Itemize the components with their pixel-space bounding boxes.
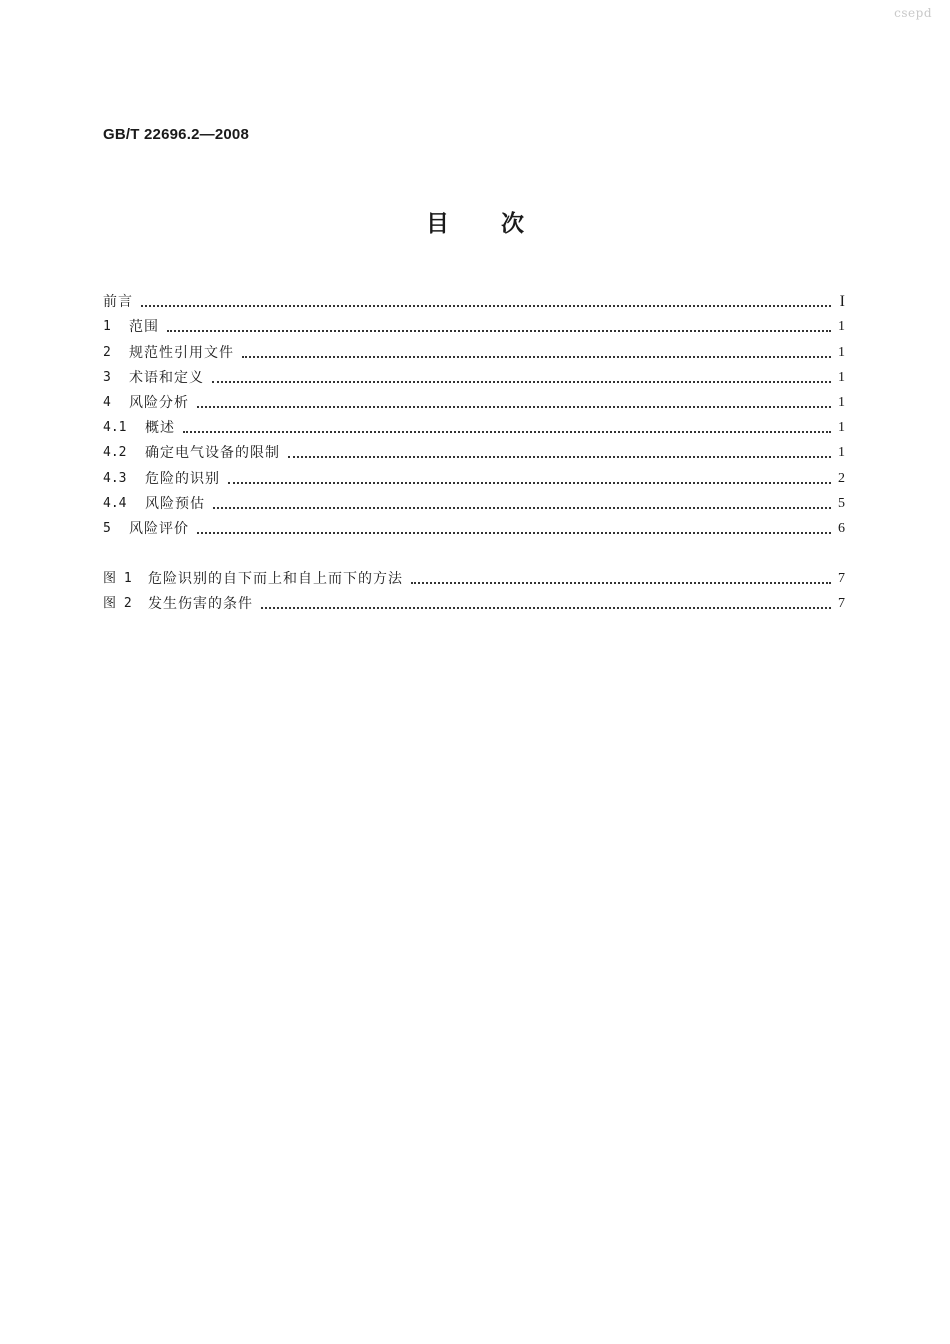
dot-leader: [411, 582, 831, 584]
toc-entry-label: 概述: [145, 420, 175, 437]
toc-entry-4[interactable]: [103, 387, 845, 412]
title-char-2: 次: [501, 211, 524, 237]
toc-entry-label: 风险分析: [129, 394, 189, 411]
toc-entry-3[interactable]: [103, 362, 845, 387]
dot-leader: [288, 456, 831, 458]
dot-leader: [242, 356, 831, 358]
toc-entry-number: 4: [103, 394, 111, 410]
toc-entry-number: 4.2: [103, 445, 127, 461]
title-char-1: 目: [426, 211, 449, 237]
toc-entry-number: 4.1: [103, 420, 127, 436]
toc-entry-4-4[interactable]: [103, 488, 845, 513]
toc-entry-page: I: [839, 293, 845, 311]
toc-entry-4-1[interactable]: [103, 412, 845, 437]
toc-entry-label: 术语和定义: [129, 369, 204, 386]
toc-entry-number: 2: [103, 344, 111, 360]
toc-entry-page: 1: [838, 369, 845, 385]
dot-leader: [213, 507, 831, 509]
toc-entry-label: 危险的识别: [145, 470, 220, 487]
toc-entry-label: 范围: [129, 319, 159, 336]
page-title: [0, 205, 950, 238]
toc-entry-page: 1: [838, 344, 845, 360]
toc-entry-page: 1: [838, 319, 845, 335]
toc-entry-4-3[interactable]: [103, 462, 845, 487]
toc-entry-number: 3: [103, 369, 111, 385]
toc-entry-1[interactable]: [103, 311, 845, 336]
toc-entry-4-2[interactable]: [103, 437, 845, 462]
toc-entry-label: 规范性引用文件: [129, 344, 234, 361]
table-of-contents: [103, 286, 845, 613]
figure-label: 发生伤害的条件: [148, 596, 253, 613]
dot-leader: [141, 305, 831, 307]
dot-leader: [183, 431, 831, 433]
toc-entry-number: 4.4: [103, 495, 127, 511]
toc-entry-page: 1: [838, 420, 845, 436]
dot-leader: [228, 482, 831, 484]
figure-page: 7: [838, 571, 845, 587]
toc-entry-number: 1: [103, 319, 111, 335]
dot-leader: [261, 607, 831, 609]
toc-entry-2[interactable]: [103, 336, 845, 361]
section-gap: [103, 538, 845, 563]
toc-entry-label: 风险评价: [129, 520, 189, 537]
toc-entry-number: 4.3: [103, 470, 127, 486]
toc-entry-page: 2: [838, 470, 845, 486]
dot-leader: [167, 330, 831, 332]
dot-leader: [197, 532, 831, 534]
toc-entry-number: 5: [103, 520, 111, 536]
toc-entry-page: 1: [838, 394, 845, 410]
toc-entry-page: 5: [838, 495, 845, 511]
toc-entry-label: 前言: [103, 294, 133, 311]
figure-number: 图 1: [103, 571, 132, 587]
figure-number: 图 2: [103, 596, 132, 612]
toc-entry-page: 1: [838, 445, 845, 461]
figure-entry-1[interactable]: [103, 563, 845, 588]
figure-page: 7: [838, 596, 845, 612]
toc-entry-page: 6: [838, 520, 845, 536]
toc-entry-foreword[interactable]: [103, 286, 845, 311]
figure-label: 危险识别的自下而上和自上而下的方法: [148, 571, 403, 588]
toc-entry-label: 风险预估: [145, 495, 205, 512]
standard-code: GB/T 22696.2—2008: [103, 126, 249, 143]
figure-entry-2[interactable]: [103, 588, 845, 613]
dot-leader: [212, 381, 831, 383]
dot-leader: [197, 406, 831, 408]
toc-entry-5[interactable]: [103, 513, 845, 538]
watermark: csepd: [894, 6, 932, 20]
toc-entry-label: 确定电气设备的限制: [145, 445, 280, 462]
